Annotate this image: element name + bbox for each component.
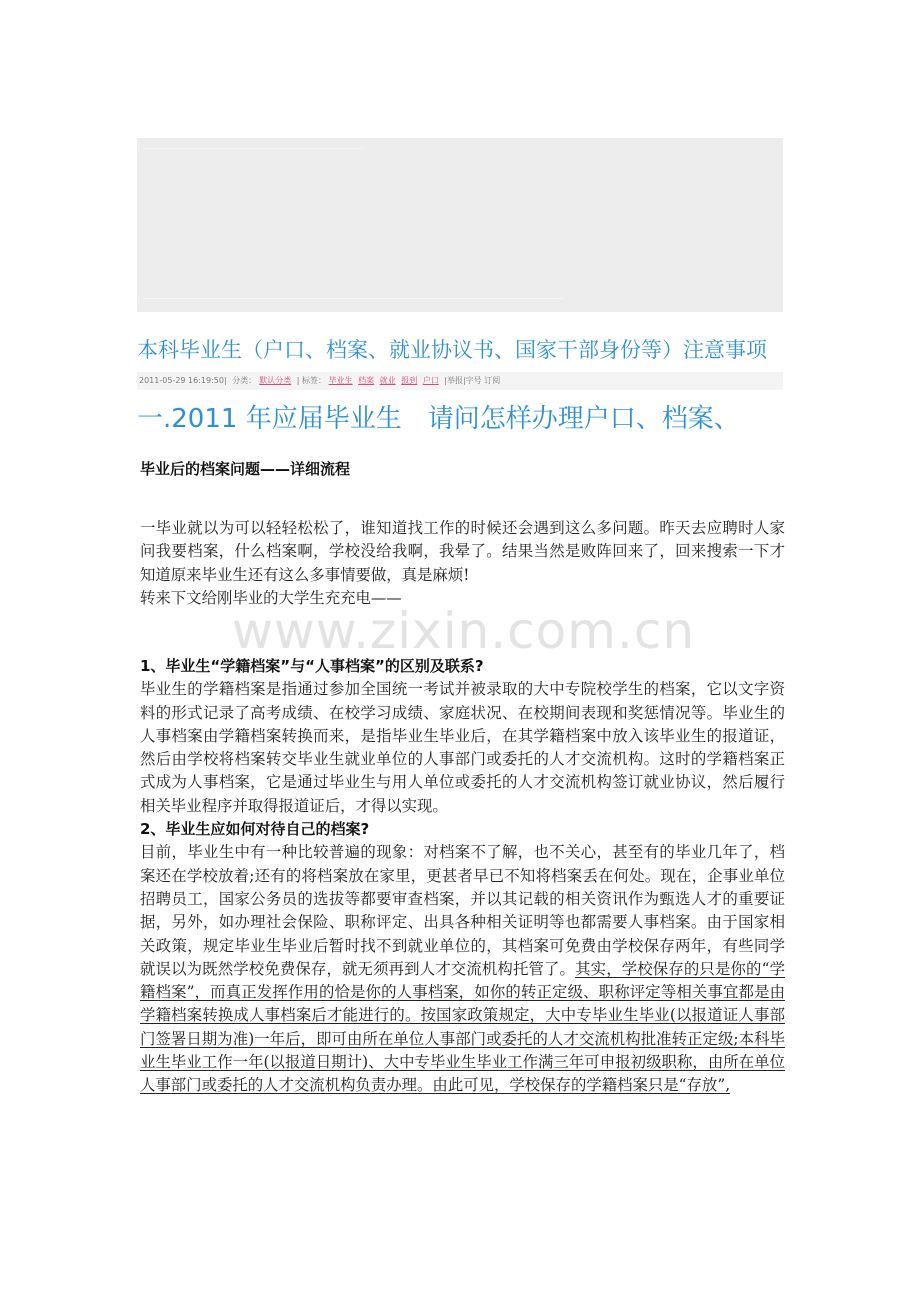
tags-label: | 标签： <box>296 376 327 385</box>
header-banner-placeholder <box>137 138 783 312</box>
tag-link[interactable]: 就业 <box>379 376 396 385</box>
article-body <box>140 655 785 1098</box>
underlined-text: 其实，学校保存的只是你的“学籍档案”，而真正发挥作用的恰是你的人事档案，如你的转正定级、职称评定等相关事宜都是由学籍档案转换成人事档案后才能进行的。按国家政策规定，大中专毕业生毕业(以报道证人事部门签署日期为准)一年后，即可由所在单位人事部门或委托的人才交流机构批准转正定级;本科毕业生毕业工作一年(以报道日期计)、大中专毕业生毕业工作满三年可申报初级职称，由所在单位人事部门或委托的人才交流机构负责办理。由此可见，学校保存的学籍档案只是“存放”, <box>140 959 785 1095</box>
subheading: 毕业后的档案问题——详细流程 <box>140 460 351 478</box>
category-label: 分类： <box>232 376 257 385</box>
meta-actions[interactable]: |举报|字号 订阅 <box>444 376 501 385</box>
tag-link[interactable]: 户口 <box>422 376 439 385</box>
section-heading: 一.2011 年应届毕业生 请问怎样办理户口、档案、 <box>137 404 740 434</box>
tag-link[interactable]: 档案 <box>358 376 375 385</box>
section-paragraph: 毕业生的学籍档案是指通过参加全国统一考试并被录取的大中专院校学生的档案，它以文字资料的形式记录了高考成绩、在校学习成绩、家庭状况、在校期间表现和奖惩情况等。毕业生的人事档案由学籍档案转换而来，是指毕业生毕业后，在其学籍档案中放入该毕业生的报道证，然后由学校将档案转交毕业生就业单位的人事部门或委托的人才交流机构。这时的学籍档案正式成为人事档案，它是通过毕业生与用人单位或委托的人才交流机构签订就业协议，然后履行相关毕业程序并取得报道证后，才得以实现。 <box>140 680 785 815</box>
banner-divider <box>143 148 363 149</box>
intro-text <box>140 517 785 610</box>
paragraph-text: 目前，毕业生中有一种比较普遍的现象：对档案不了解，也不关心，甚至有的毕业几年了，档案还在学校放着;还有的将档案放在家里，更甚者早已不知将档案丢在何处。现在，企事业单位招聘员工，国家公务员的选拔等都要审查档案，并以其记载的相关资讯作为甄选人才的重要证据，另外，如办理社会保险、职称评定、出具各种相关证明等也都需要人事档案。由于国家相关政策，规定毕业生毕业后暂时找不到就业单位的，其档案可免费由学校保存两年，有些同学就误以为既然学校免费保存，就无须再到人才交流机构托管了。 <box>140 843 785 978</box>
post-date: 2011-05-29 16:19:50| <box>139 376 227 385</box>
intro-paragraph: 一毕业就以为可以轻轻松松了，谁知道找工作的时候还会遇到这么多问题。昨天去应聘时人家问我要档案，什么档案啊，学校没给我啊，我晕了。结果当然是败阵回来了，回来搜索一下才知道原来毕业生还有这么多事情要做，真是麻烦! <box>140 519 785 584</box>
section-question: 1、毕业生“学籍档案”与“人事档案”的区别及联系? <box>140 657 484 675</box>
intro-paragraph: 转来下文给刚毕业的大学生充充电—— <box>140 588 402 607</box>
watermark: www.zixin.com.cn <box>232 602 696 660</box>
article-title: 本科毕业生（户口、档案、就业协议书、国家干部身份等）注意事项 <box>137 338 767 362</box>
category-link[interactable]: 默认分类 <box>259 376 292 385</box>
tag-link[interactable]: 报到 <box>401 376 418 385</box>
article-meta-bar <box>137 372 783 390</box>
tag-link[interactable]: 毕业生 <box>328 376 353 385</box>
section-question: 2、毕业生应如何对待自己的档案? <box>140 820 370 839</box>
banner-divider <box>143 298 563 299</box>
section-paragraph <box>140 841 785 1097</box>
